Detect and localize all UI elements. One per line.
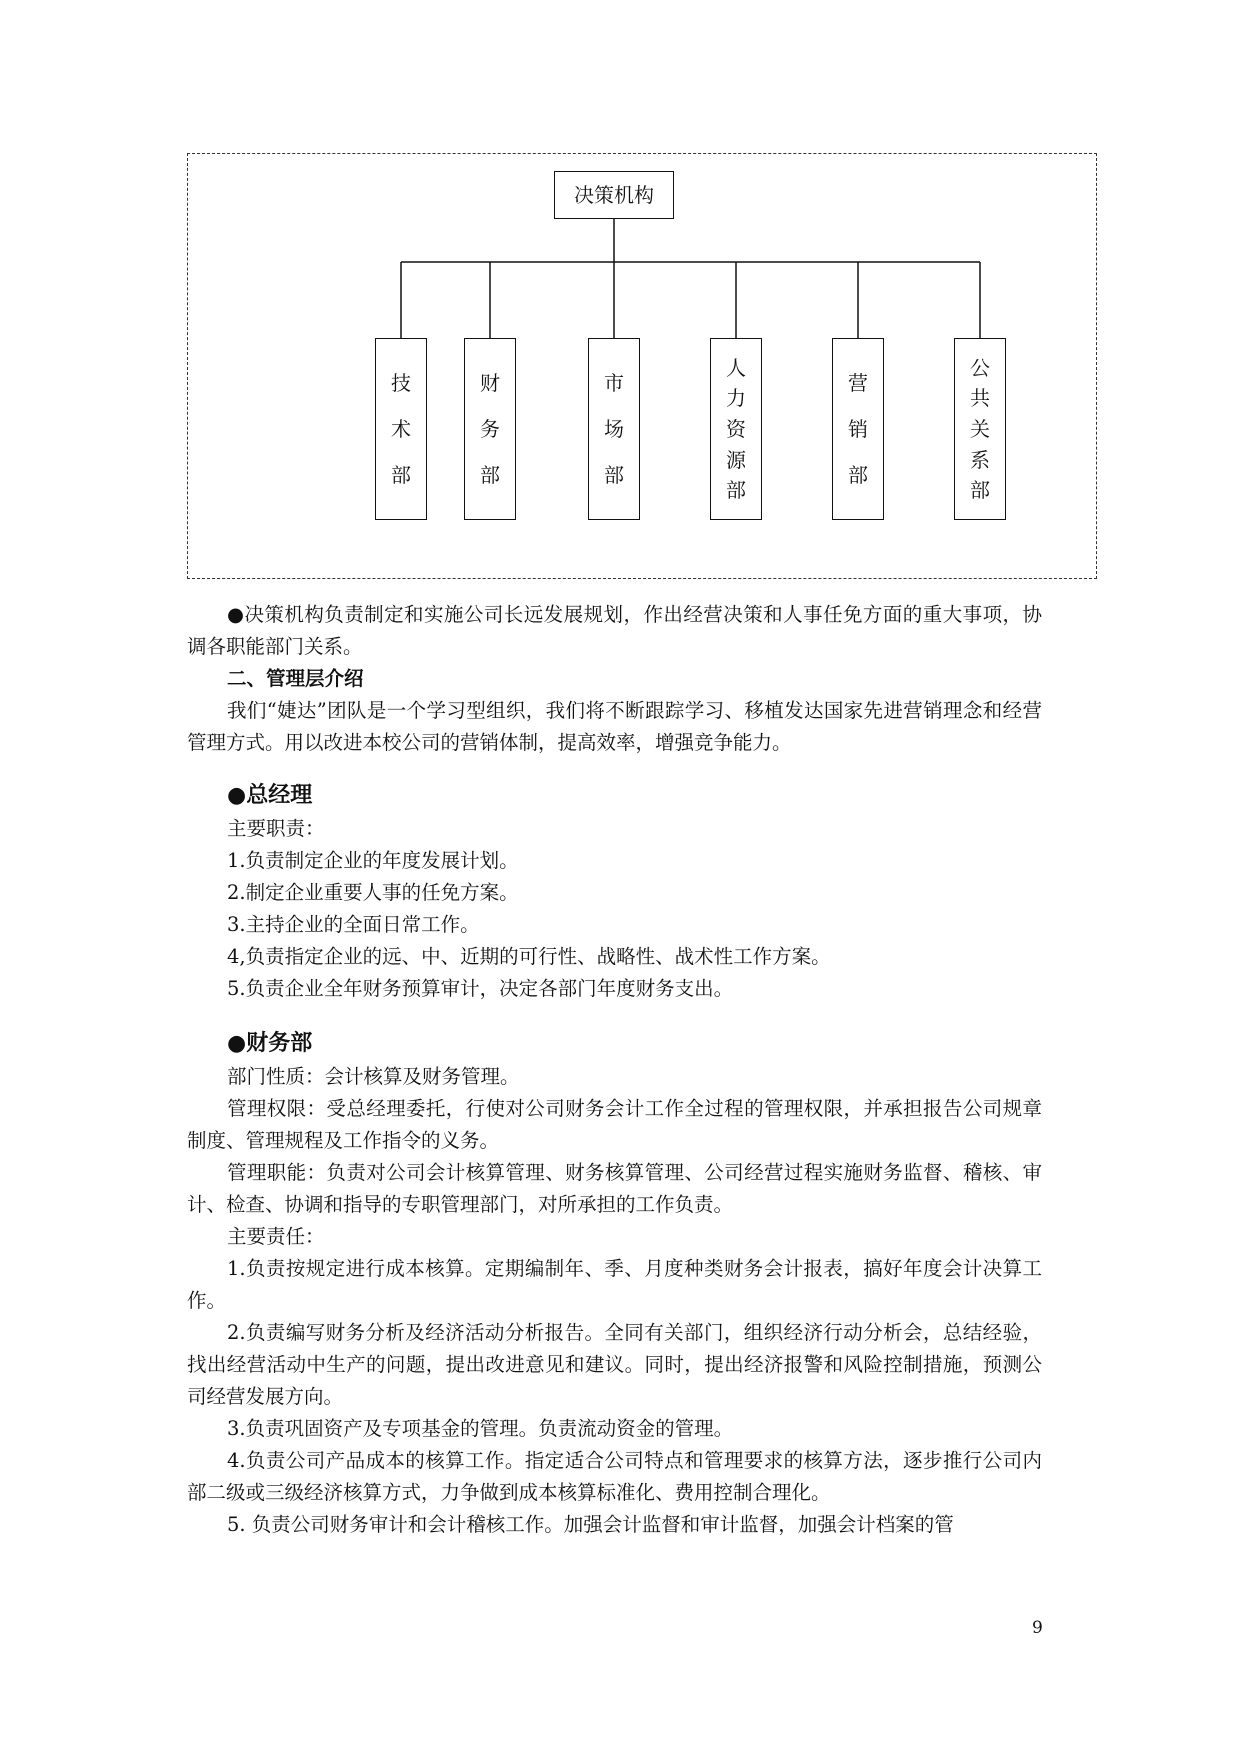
dept-char: 系: [970, 447, 990, 472]
dept-char: 务: [480, 417, 500, 441]
dept-char: 术: [391, 417, 411, 441]
dept-box-tech: [375, 338, 427, 520]
finance-nature: 部门性质：会计核算及财务管理。: [227, 1065, 520, 1088]
dept-char: 技: [391, 371, 411, 395]
finance-authority: 管理权限：受总经理委托，行使对公司财务会计工作全过程的管理权限，并承担报告公司规章制度、管理规程及工作指令的义务。: [187, 1097, 1042, 1152]
dept-char: 部: [726, 478, 746, 503]
dept-char: 力: [726, 386, 746, 411]
dept-char: 部: [391, 463, 411, 487]
list-item: 1.负责制定企业的年度发展计划。: [227, 849, 519, 872]
list-item: 3.负责巩固资产及专项基金的管理。负责流动资金的管理。: [227, 1417, 734, 1440]
dept-char: 部: [970, 478, 990, 503]
dept-char: 部: [604, 463, 624, 487]
dept-box-finance: [464, 338, 516, 520]
dept-char: 部: [480, 463, 500, 487]
document-body: [187, 599, 1042, 1541]
dept-box-hr: [710, 338, 762, 520]
dept-char: 部: [848, 463, 868, 487]
decision-body-box: 决策机构: [554, 171, 674, 219]
dept-char: 共: [970, 386, 990, 411]
page-number: 9: [1032, 1618, 1043, 1638]
dept-char: 场: [604, 417, 624, 441]
list-item: 1.负责按规定进行成本核算。定期编制年、季、月度种类财务会计报表，搞好年度会计决算工作。: [187, 1257, 1042, 1312]
dept-char: 源: [726, 447, 746, 472]
list-item: 5.负责企业全年财务预算审计，决定各部门年度财务支出。: [227, 977, 734, 1000]
dept-box-sales: [832, 338, 884, 520]
finance-heading: ●财务部: [227, 1031, 313, 1056]
dept-box-market: [588, 338, 640, 520]
list-item: 3.主持企业的全面日常工作。: [227, 913, 480, 936]
finance-resp-label: 主要责任：: [227, 1225, 325, 1248]
finance-function: 管理职能：负责对公司会计核算管理、财务核算管理、公司经营过程实施财务监督、稽核、审计、检查、协调和指导的专职管理部门，对所承担的工作负责。: [187, 1161, 1042, 1216]
dept-char: 人: [726, 355, 746, 380]
list-item: 4,负责指定企业的远、中、近期的可行性、战略性、战术性工作方案。: [227, 945, 831, 968]
list-item: 2.制定企业重要人事的任免方案。: [227, 881, 519, 904]
list-item: 4.负责公司产品成本的核算工作。指定适合公司特点和管理要求的核算方法，逐步推行公司内部二级或三级经济核算方式，力争做到成本核算标准化、费用控制合理化。: [187, 1449, 1042, 1504]
section-paragraph: 我们“婕达”团队是一个学习型组织，我们将不断跟踪学习、移植发达国家先进营销理念和经营管理方式。用以改进本校公司的营销体制，提高效率，增强竞争能力。: [187, 699, 1042, 754]
dept-char: 营: [848, 371, 868, 395]
dept-char: 市: [604, 371, 624, 395]
list-item: 2.负责编写财务分析及经济活动分析报告。全同有关部门，组织经济行动分析会，总结经验，找出经营活动中生产的问题，提出改进意见和建议。同时，提出经济报警和风险控制措施，预测公司经营发展方向。: [187, 1321, 1042, 1408]
list-item: 5. 负责公司财务审计和会计稽核工作。加强会计监督和审计监督，加强会计档案的管: [227, 1513, 954, 1536]
gm-duties-label: 主要职责：: [227, 817, 325, 840]
section-heading: 二、管理层介绍: [227, 667, 364, 690]
dept-char: 关: [970, 416, 990, 441]
dept-char: 公: [970, 355, 990, 380]
intro-paragraph: ●决策机构负责制定和实施公司长远发展规划，作出经营决策和人事任免方面的重大事项，协调各职能部门关系。: [187, 603, 1042, 658]
dept-char: 资: [726, 416, 746, 441]
dept-box-pr: [954, 338, 1006, 520]
gm-heading: ●总经理: [227, 783, 313, 808]
dept-char: 销: [848, 417, 868, 441]
dept-char: 财: [480, 371, 500, 395]
